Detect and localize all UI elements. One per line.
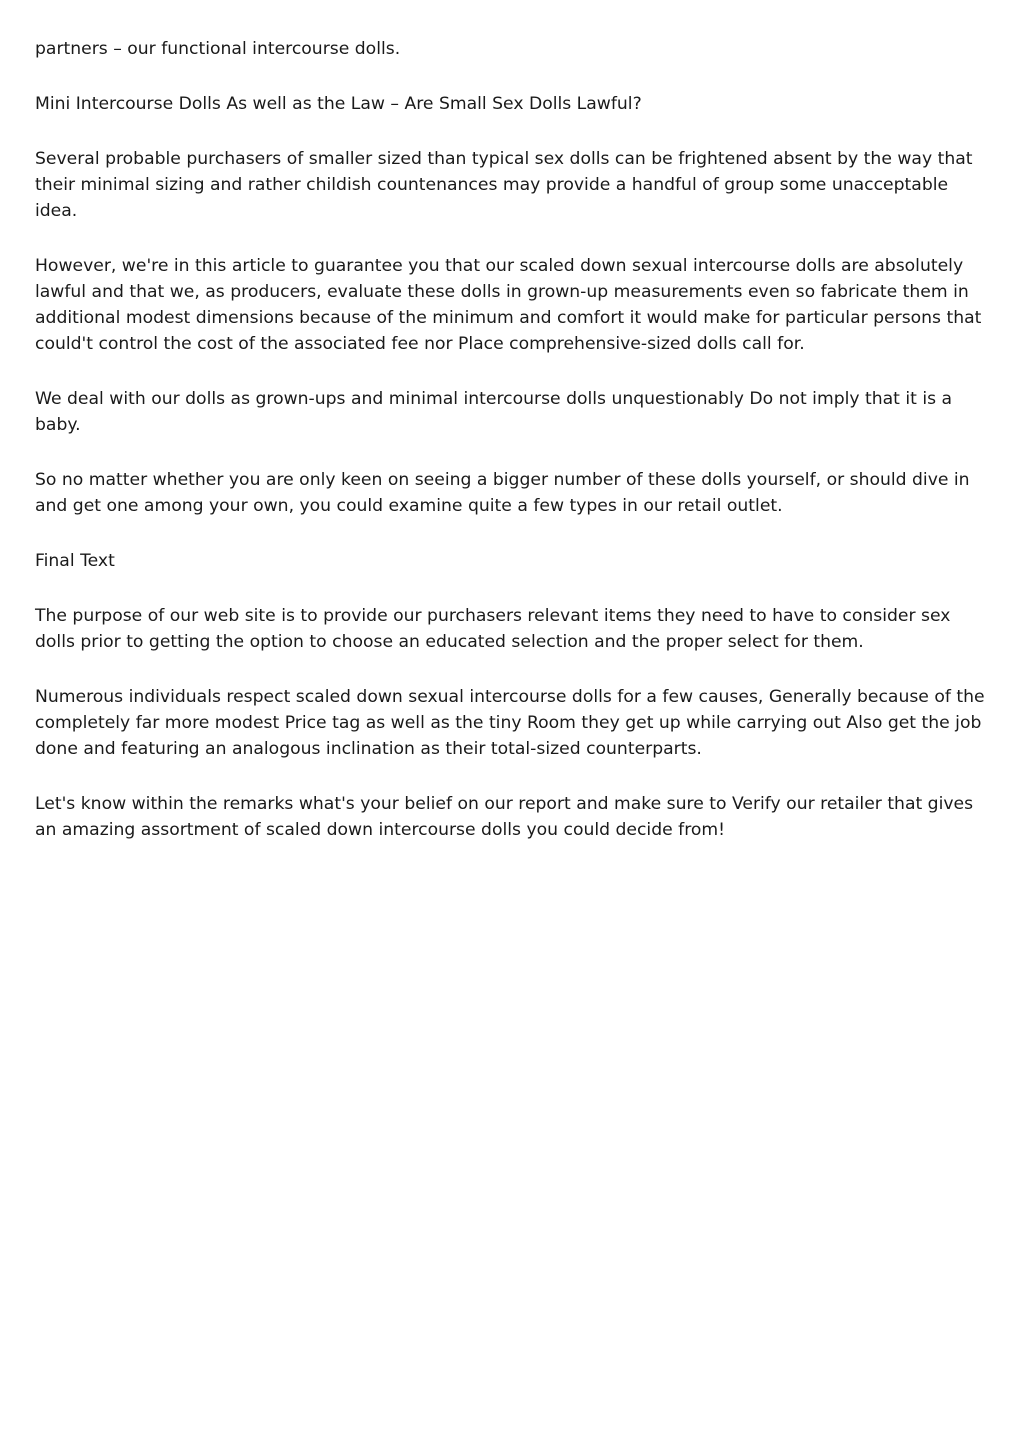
section-heading-final: Final Text <box>35 551 115 571</box>
paragraph: Numerous individuals respect scaled down sexual intercourse dolls for a few causes, Generally because of the completely far more modest Price tag as well as the tiny Room they get up while carrying out Also get the job done and featuring an analogous inclination as their total-sized counterparts. <box>35 687 985 759</box>
paragraph: The purpose of our web site is to provide our purchasers relevant items they need to have to consider sex dolls prior to getting the option to choose an educated selection and the proper select for them. <box>35 606 951 652</box>
paragraph: We deal with our dolls as grown-ups and minimal intercourse dolls unquestionably Do not imply that it is a baby. <box>35 389 953 435</box>
paragraph: However, we're in this article to guarantee you that our scaled down sexual intercourse dolls are absolutely lawful and that we, as producers, evaluate these dolls in grown-up measurements even so fabricate them in additional modest dimensions because of the minimum and comfort it would make for particular persons that could't control the cost of the associated fee nor Place comprehensive-sized dolls call for. <box>35 256 982 354</box>
paragraph: So no matter whether you are only keen on seeing a bigger number of these dolls yourself, or should dive in and get one among your own, you could examine quite a few types in our retail outlet. <box>35 470 970 516</box>
paragraph: Several probable purchasers of smaller sized than typical sex dolls can be frightened absent by the way that their minimal sizing and rather childish countenances may provide a handful of group some unacceptable idea. <box>35 149 973 221</box>
section-heading-legality: Mini Intercourse Dolls As well as the Law – Are Small Sex Dolls Lawful? <box>35 94 642 114</box>
paragraph-continuation: partners – our functional intercourse dolls. <box>35 39 401 59</box>
document-page <box>35 36 995 872</box>
paragraph: Let's know within the remarks what's your belief on our report and make sure to Verify our retailer that gives an amazing assortment of scaled down intercourse dolls you could decide from! <box>35 794 974 840</box>
